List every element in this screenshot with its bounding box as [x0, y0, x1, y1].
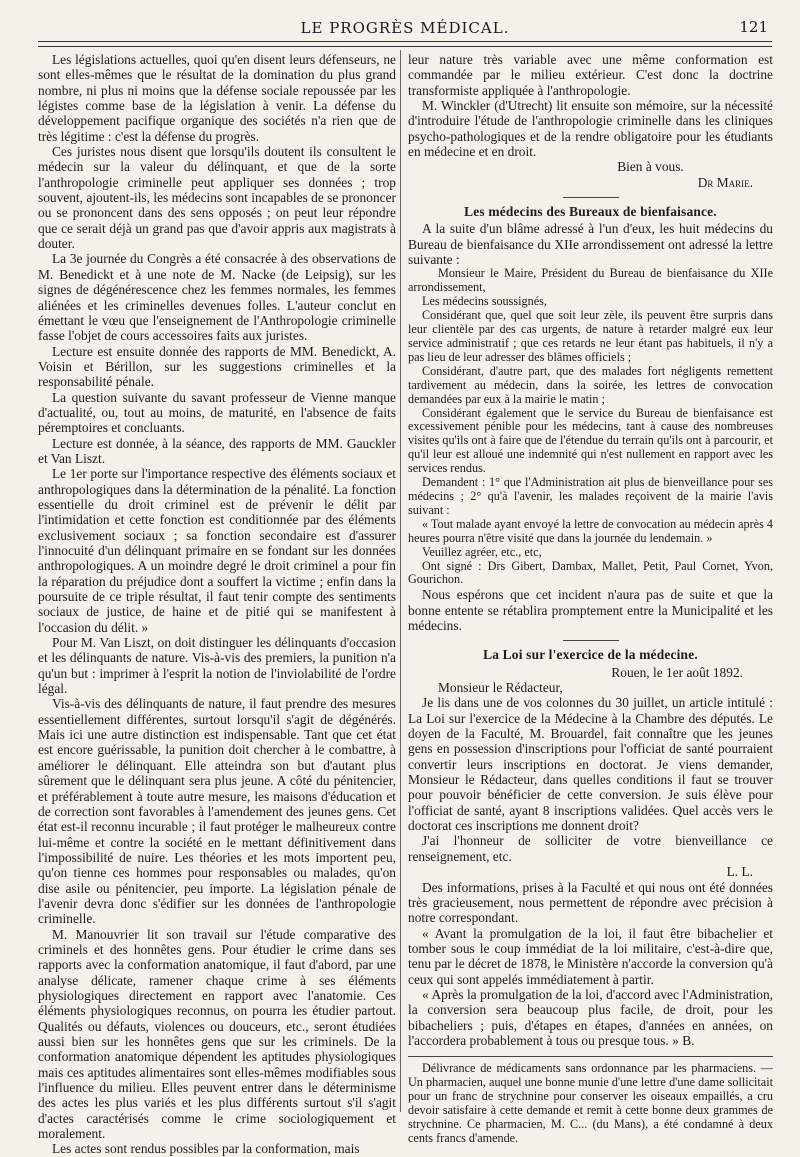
footnote-rule	[408, 1056, 773, 1057]
paragraph: Ces juristes nous disent que lorsqu'ils doutent ils consultent le médecin sur la valeur du délinquant, et que de la sorte l'anthropologie criminelle peut appliquer ses données ; trop souvent, ajoutent-ils, les médecins sont incapables de se prononcer ou se prononcent dans des sens opposés ; on peut leur répondre que ce serait déjà un grand pas que d'avoir appris aux magistrats à douter.	[38, 144, 396, 252]
letter-paragraph: Veuillez agréer, etc., etc,	[422, 544, 542, 559]
paragraph: M. Winckler (d'Utrecht) lit ensuite son mémoire, sur la nécessité d'introduire l'étude de l'anthropologie criminelle dans les cliniques psycho-pathologiques et de la rendre obligatoire pour les étudiants en médecine et en droit.	[408, 98, 773, 160]
paragraph: Pour M. Van Liszt, on doit distinguer les délinquants d'occasion et les délinquants de nature. Vis-à-vis des premiers, la punition n'a qu'un but : imprimer à l'esprit la notion de l'inviolabilité de l'ordre légal.	[38, 635, 396, 697]
header-rule	[38, 41, 772, 47]
paragraph: La question suivante du savant professeur de Vienne manque d'actualité, ou, tout au moins, de maturité, en l'absence de faits péremptoires et concluants.	[38, 389, 396, 436]
signature: Dr Marie.	[697, 174, 753, 190]
letter-salutation: Monsieur le Rédacteur,	[438, 680, 563, 696]
letter-paragraph: Considérant également que le service du Bureau de bienfaisance est excessivement pénible pour les médecins, tant à cause des nombreuses visites qu'ils ont à faire que de l'étendue du terrain qu'ils ont à parcourir, et qu'il leur est alloué une indemnité qui n'est nullement en rapport avec les services rendus.	[408, 405, 773, 476]
paragraph: Des informations, prises à la Faculté et qui nous ont été données très gracieusement, nous permettent de répondre avec précision à notre correspondant.	[408, 879, 773, 926]
paragraph: leur nature très variable avec une même conformation est commandée par le milieu extérieur. C'est donc la doctrine transformiste appliquée à l'anthropologie.	[408, 52, 773, 98]
dateline: Rouen, le 1er août 1892.	[611, 664, 743, 680]
paragraph: Vis-à-vis des délinquants de nature, il faut prendre des mesures essentiellement différentes, surtout lorsqu'il s'agit de dégénérés. Mais ici une autre distinction est indispensable. Tant que cet état est encore guérissable, la punition doit chercher à le combattre, à améliorer le délinquant. Elle atteindra son but d'autant plus sûrement que le délinquant sera plus jeune. A côté du pénitencier, et préférablement à toute autre mesure, les maisons d'éducation et de correction sont favorables à l'amendement des jeunes gens. Cet état est-il reconnu incurable ; il faut protéger le malheureux contre lui-même et contre la société en le mettant définitivement dans l'impossibilité de nuire. Les théories et les mots importent peu, qu'on tienne ces hommes pour responsables ou malades, qu'on dise asile ou pénitencier, peu importe. La législation pénale de l'avenir devra donc s'édifier sur les données de l'anthropologie criminelle.	[38, 696, 396, 927]
news-item: Délivrance de médicaments sans ordonnance par les pharmaciens. — Un pharmacien, auquel une bonne munie d'une lettre d'une dame sollicitait pour un franc de strychnine pour conserver les oiseaux empaillés, a cru devoir satisfaire à cette demande et remit à cette bonne deux grammes de strychnine. Ce pharmacien, M. C... (du Mans), a été condamné à deux cents francs d'amende.	[408, 1061, 773, 1145]
closing-regards: Bien à vous.	[617, 159, 684, 175]
paragraph: Les législations actuelles, quoi qu'en disent leurs défenseurs, ne sont elles-mêmes que le résultat de la domination du plus grand nombre, ni plus ni moins que la défense sociale repoussée par les légistes comme base de la législation à venir. La défense du développement pacifique organique des sociétés n'a rien que de très légitime : c'est la défense du progrès.	[38, 52, 396, 144]
initials: L. L.	[726, 864, 753, 880]
letter-paragraph: Considérant que, quel que soit leur zèle, ils peuvent être surpris dans leur clientèle par des cas urgents, de nature à retarder malgré eux leur service administratif ; que ces retards ne leur étant pas habituels, il n'y a pas lieu de leur adresser des blâmes officiels ;	[408, 308, 773, 364]
journal-title: LE PROGRÈS MÉDICAL.	[300, 19, 510, 37]
paragraph: « Avant la promulgation de la loi, il faut être bibachelier et tomber sous le coup immédiat de la loi militaire, c'est-à-dire que, tenu par le décret de 1878, le Ministère n'accorde la conversion qu'à ceux qui sont appelés immédiatement à partir.	[408, 925, 773, 987]
column-divider	[400, 50, 401, 1112]
paragraph: J'ai l'honneur de solliciter de votre bienveillance ce renseignement, etc.	[408, 833, 773, 864]
paragraph: Lecture est donnée, à la séance, des rapports de MM. Gauckler et Van Liszt.	[38, 435, 396, 466]
section-title: La Loi sur l'exercice de la médecine.	[483, 647, 698, 663]
letter-block	[408, 267, 773, 587]
paragraph: M. Manouvrier lit son travail sur l'étude comparative des criminels et des honnêtes gens. Pour étudier le crime dans ses rapports avec la conformation anatomique, il faut d'abord, par une analyse délicate, ramener chaque crime à ses éléments physiologiques directement en rapport avec l'anatomie. Ces éléments physiologiques reconnus, on pourra les étudier partout. Qualités ou défauts, violences ou douceurs, etc., seront étudiées aussi bien sur les honnêtes gens que sur les criminels. De la conformation anatomique dépendent les aptitudes physiologiques mais ces aptitudes alimentaires sont elles-mêmes modifiables sous l'influence du milieu. Elles peuvent entrer dans le déterminisme des actes les plus variés et les plus différents surtout s'il s'agit d'actes caractérisés comme le crime sociologiquement et moralement.	[38, 926, 396, 1142]
paragraph: Je lis dans une de vos colonnes du 30 juillet, un article intitulé : La Loi sur l'exercice de la Médecine à la Chambre des députés. Le doyen de la Faculté, M. Brouardel, fait connaître que les jeunes gens en possession d'inscriptions pour l'officiat de santé pourraient convertir leurs inscriptions en doctorat. Je viens demander, Monsieur le Rédacteur, dans quelles conditions il faut se trouver pour pouvoir bénéficier de cette conversion. Je suis élève pour l'officiat de santé, ayant 8 inscriptions validées. Quel accès vers le doctorat ces inscriptions me donnent droit?	[408, 695, 773, 834]
letter-salutation: Monsieur le Maire, Président du Bureau de bienfaisance du XIIe arrondissement,	[408, 266, 773, 295]
letter-paragraph: Demandent : 1° que l'Administration ait plus de bienveillance pour ses médecins ; 2° qu'à l'avenir, les malades reçoivent de la mairie l'avis suivant :	[408, 475, 773, 517]
section-divider	[563, 197, 619, 198]
paragraph: Nous espérons que cet incident n'aura pas de suite et que la bonne entente se rétablira promptement entre la Municipalité et les médecins.	[408, 587, 773, 633]
section-title: Les médecins des Bureaux de bienfaisance.	[464, 204, 717, 220]
left-column	[38, 52, 396, 1157]
right-column	[408, 52, 773, 1146]
letter-signatories: Ont signé : Drs Gibert, Dambax, Mallet, Petit, Paul Cornet, Yvon, Gourichon.	[408, 558, 773, 587]
paragraph: La 3e journée du Congrès a été consacrée à des observations de M. Benedickt et à une note de M. Nacke (de Leipsig), sur les signes de dégénérescence chez les femmes normales, les femmes aliénées et les criminelles devenues folles. L'auteur conclut en émettant le vœu que l'enseignement de l'Anthropologie criminelle fasse l'objet de cours accessoires faits aux juristes.	[38, 251, 396, 344]
letter-paragraph: Considérant, d'autre part, que des malades fort négligents remettent tardivement au médecin, dans la soirée, les lettres de convocation demandées par eux à la mairie le matin ;	[408, 363, 773, 406]
paragraph: A la suite d'un blâme adressé à l'un d'eux, les huit médecins du Bureau de bienfaisance du XIIe arrondissement ont adressé la lettre suivante :	[408, 221, 773, 268]
letter-paragraph: Les médecins soussignés,	[422, 294, 547, 309]
paragraph: Les actes sont rendus possibles par la conformation, mais	[52, 1141, 360, 1157]
page-number: 121	[739, 18, 768, 36]
paragraph: « Après la promulgation de la loi, d'accord avec l'Administration, la conversion sera beaucoup plus facile, de droit, pour les bibacheliers ; puis, d'étapes en étapes, d'années en années, on l'accordera probablement à tous ou presque tous. » B.	[408, 986, 773, 1048]
letter-paragraph: « Tout malade ayant envoyé la lettre de convocation au médecin après 4 heures pourra n'être visité que dans la journée du lendemain. »	[408, 516, 773, 545]
section-divider	[563, 640, 619, 641]
paragraph: Lecture est ensuite donnée des rapports de MM. Benedickt, A. Voisin et Bérillon, sur les suggestions criminelles et la responsabilité pénale.	[38, 343, 396, 390]
paragraph: Le 1er porte sur l'importance respective des éléments sociaux et anthropologiques dans la détermination de la pénalité. La fonction essentielle du droit criminel est de prévenir le délit par l'intimidation et cette fonction est conditionnée par des éléments exclusivement sociaux ; sa fonction secondaire est d'assurer l'innocuité d'un délinquant primaire en se fondant sur les données anthropologiques. A un moindre degré le droit criminel a pour fin la réparation du préjudice dont a souffert la victime ; enfin dans la poursuite de ce triple résultat, il faut tenir compte des sentiments sociaux de justice, de haine et de pitié qui se manifestent à l'occasion du délit. »	[38, 466, 396, 635]
running-header	[38, 18, 772, 40]
